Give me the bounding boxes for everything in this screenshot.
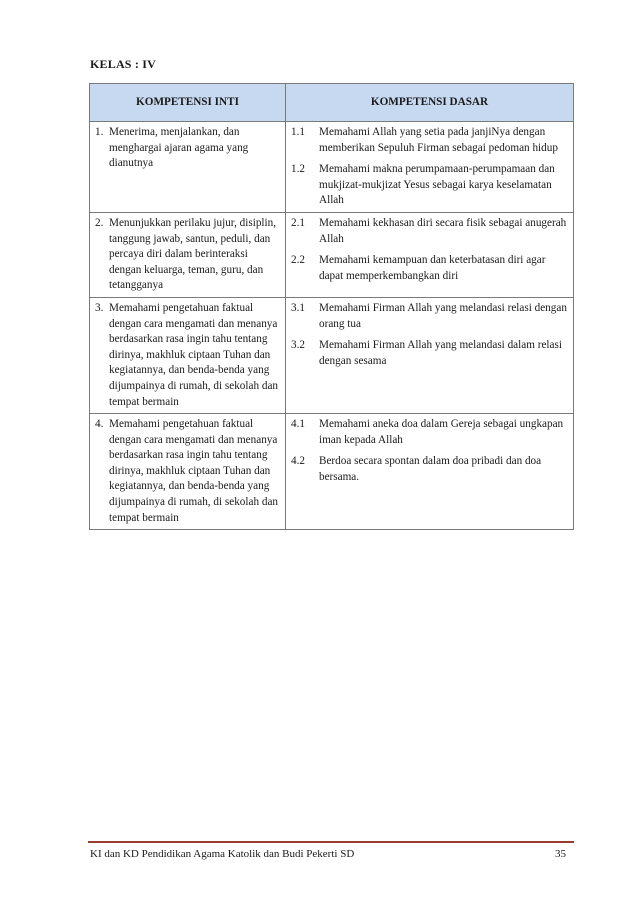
- kd-item: [291, 301, 567, 332]
- competency-table: [89, 83, 574, 530]
- footer-title: KI dan KD Pendidikan Agama Katolik dan Budi Pekerti SD: [90, 848, 355, 860]
- kd-text: Berdoa secara spontan dalam doa pribadi dan doa bersama.: [319, 455, 542, 483]
- kd-number: 1.2: [291, 163, 305, 176]
- kd-text: Memahami kemampuan dan keterbatasan diri agar dapat memperkembangkan diri: [319, 254, 546, 282]
- ki-number: 2.: [95, 216, 104, 229]
- kd-item: [291, 162, 567, 209]
- ki-cell: [90, 414, 286, 530]
- ki-text: Menerima, menjalankan, dan menghargai ajaran agama yang dianutnya: [109, 126, 249, 170]
- kd-text: Memahami aneka doa dalam Gereja sebagai ungkapan iman kepada Allah: [319, 418, 564, 446]
- kd-number: 4.2: [291, 455, 305, 468]
- kd-cell: [286, 122, 574, 213]
- kd-item: [291, 125, 567, 156]
- header-kompetensi-dasar: KOMPETENSI DASAR: [286, 84, 574, 122]
- kd-number: 3.1: [291, 301, 305, 314]
- kd-cell: [286, 414, 574, 530]
- page-number: 35: [555, 848, 566, 860]
- kd-number: 3.2: [291, 339, 305, 352]
- kd-text: Memahami Firman Allah yang melandasi dalam relasi dengan sesama: [319, 339, 562, 367]
- kd-item: [291, 417, 567, 448]
- kd-item: [291, 454, 567, 485]
- kd-cell: [286, 212, 574, 297]
- kd-item: [291, 216, 567, 247]
- kd-text: Memahami Firman Allah yang melandasi relasi dengan orang tua: [319, 301, 567, 330]
- class-title: KELAS : IV: [90, 57, 157, 71]
- ki-text: Memahami pengetahuan faktual dengan cara mengamati dan menanya berdasarkan rasa ingin tahu tentang dirinya, makhluk ciptaan Tuhan dan kegiatannya, dan benda-benda yang dijumpainya di rumah, di sekolah dan tempat bermain: [109, 301, 279, 408]
- ki-number: 1.: [95, 126, 104, 138]
- kd-text: Memahami makna perumpamaan-perumpamaan dan mukjizat-mukjizat Yesus sebagai karya keselamatan Allah: [319, 163, 555, 207]
- kd-text: Memahami kekhasan diri secara fisik sebagai anugerah Allah: [319, 216, 567, 245]
- footer-divider: [88, 841, 574, 843]
- ki-text: Menunjukkan perilaku jujur, disiplin, tanggung jawab, santun, peduli, dan percaya diri dalam berinteraksi dengan keluarga, teman, guru, dan tetangganya: [109, 216, 277, 292]
- ki-cell: [90, 212, 286, 297]
- table-row: [90, 212, 574, 297]
- header-kompetensi-inti: KOMPETENSI INTI: [90, 84, 286, 122]
- table-header-row: [90, 84, 574, 122]
- kd-number: 4.1: [291, 418, 305, 431]
- ki-cell: [90, 122, 286, 213]
- ki-text: Memahami pengetahuan faktual dengan cara mengamati dan menanya berdasarkan rasa ingin tahu tentang dirinya, makhluk ciptaan Tuhan dan kegiatannya, dan benda-benda yang dijumpainya di rumah, di sekolah dan tempat bermain: [109, 418, 279, 524]
- table-row: [90, 122, 574, 213]
- kd-number: 1.1: [291, 126, 305, 138]
- kd-cell: [286, 297, 574, 413]
- ki-number: 4.: [95, 418, 104, 431]
- ki-number: 3.: [95, 301, 104, 314]
- ki-cell: [90, 297, 286, 413]
- table-row: [90, 297, 574, 413]
- kd-number: 2.1: [291, 216, 305, 229]
- kd-item: [291, 338, 567, 369]
- kd-number: 2.2: [291, 254, 305, 267]
- table-row: [90, 414, 574, 530]
- kd-item: [291, 253, 567, 284]
- kd-text: Memahami Allah yang setia pada janjiNya dengan memberikan Sepuluh Firman sebagai pedoman hidup: [319, 126, 558, 154]
